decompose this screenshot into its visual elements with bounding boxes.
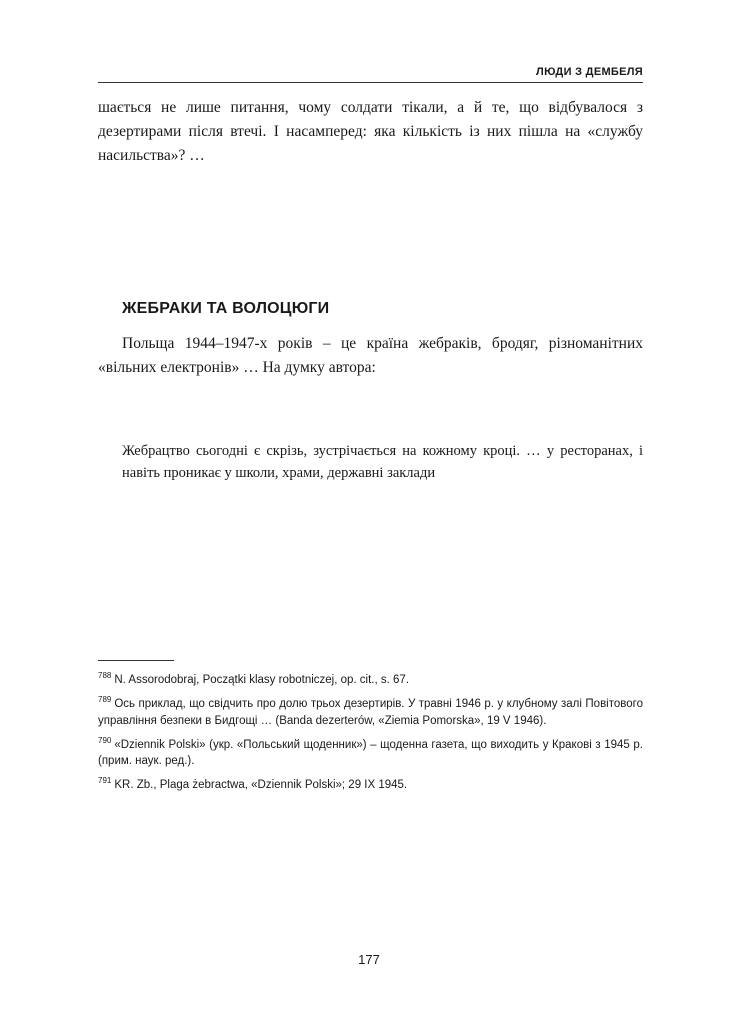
footnotes xyxy=(98,667,643,796)
body-paragraph-1: шається не лише питання, чому солдати тікали, а й те, що відбувалося з дезертирами після втечі. І насамперед: яка кількість із них пішла на «службу насильства»? … xyxy=(98,99,643,164)
footnote-text: KR. Zb., Plaga żebractwa, «Dziennik Polski»; 29 IX 1945. xyxy=(114,779,408,792)
page-number: 177 xyxy=(358,952,380,967)
section-heading: ЖЕБРАКИ ТА ВОЛОЦЮГИ xyxy=(122,300,330,317)
footnote-788 xyxy=(98,667,643,689)
footnote-text: N. Assorodobraj, Początki klasy robotniczej, op. cit., s. 67. xyxy=(114,673,410,686)
footnote-number: 791 xyxy=(98,776,112,786)
footnote-789 xyxy=(98,691,643,730)
footnote-rule xyxy=(98,660,174,661)
footnote-790 xyxy=(98,732,643,771)
footnote-text: Ось приклад, що свідчить про долю трьох дезертирів. У травні 1946 р. у клубному залі Повітового управління безпеки в Бидгощі … (Banda dezerterów, «Ziemia Pomorska», 19 V 1946). xyxy=(98,697,643,727)
body-paragraph-2: Польща 1944–1947-х років – це країна жебраків, бродяг, різноманітних «вільних електронів» … На думку автора: xyxy=(98,335,643,376)
footnote-791 xyxy=(98,772,643,794)
running-header: ЛЮДИ З ДЕМБЕЛЯ xyxy=(98,66,643,83)
footnote-text: «Dziennik Polski» (укр. «Польський щоденник») – щоденна газета, що виходить у Кракові з 1945 р. (прим. наук. ред.). xyxy=(98,738,643,768)
footnote-number: 789 xyxy=(98,694,112,704)
block-quote: Жебрацтво сьогодні є скрізь, зустрічається на кожному кроці. … у ресторанах, і навіть проникає у школи, храми, державні заклади xyxy=(122,443,643,481)
footnote-number: 790 xyxy=(98,735,112,745)
footnote-number: 788 xyxy=(98,671,112,680)
